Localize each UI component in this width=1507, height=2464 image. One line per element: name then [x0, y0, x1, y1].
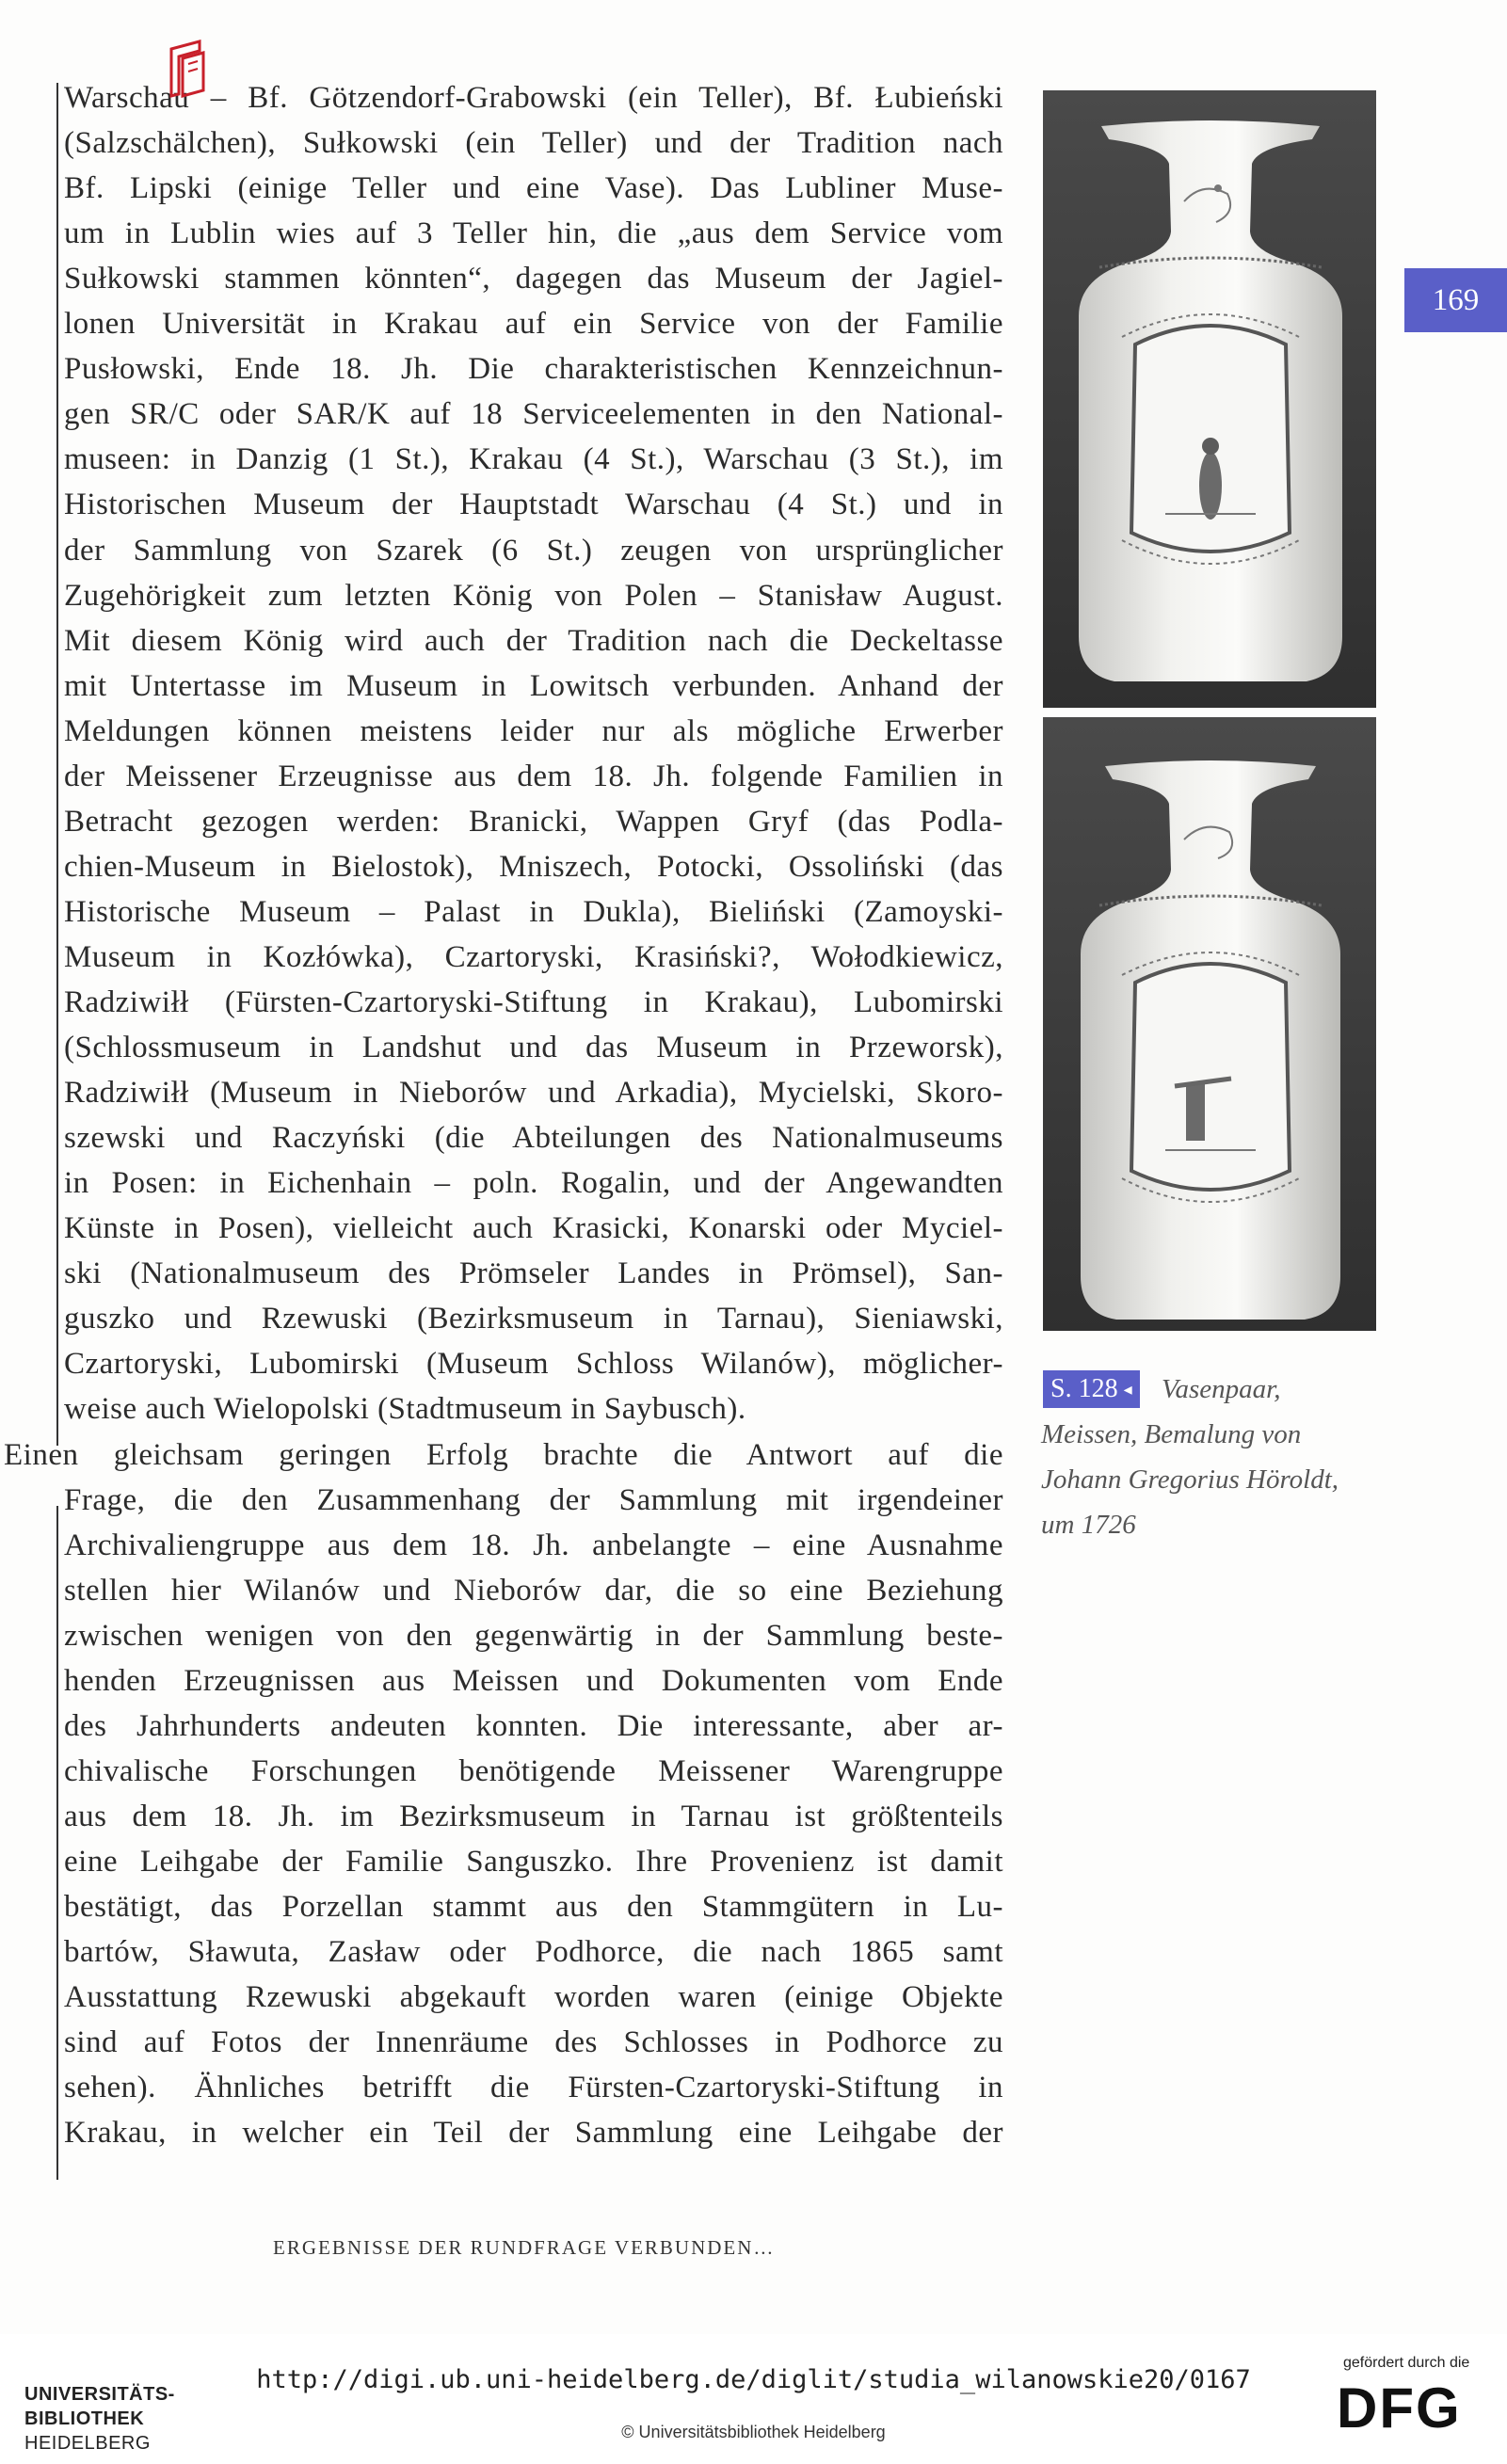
text-line: weise auch Wielopolski (Stadtmuseum in Saybusch). [64, 1392, 746, 1427]
vase-photo-top [1043, 90, 1376, 708]
library-name-line: UNIVERSITÄTS- [24, 2384, 175, 2405]
text-line: Ausstattung Rzewuski abgekauft worden waren (einige Objekte [64, 1980, 1003, 2015]
text-line: Historischen Museum der Hauptstadt Warschau (4 St.) und in [64, 488, 1003, 522]
text-line: stellen hier Wilanów und Nieborów dar, die so eine Beziehung [64, 1573, 1003, 1608]
library-logo-icon [158, 38, 215, 104]
permalink-url[interactable]: http://digi.ub.uni-heidelberg.de/diglit/studia_wilanowskie20/0167 [256, 2365, 1251, 2394]
text-line: gen SR/C oder SAR/K auf 18 Serviceelementen in den National- [64, 397, 1003, 432]
text-line: Radziwiłł (Museum in Nieborów und Arkadia), Mycielski, Skoro- [64, 1076, 1003, 1111]
text-line: Sułkowski stammen könnten“, dagegen das Museum der Jagiel- [64, 262, 1003, 296]
caption-line: Meissen, Bemalung von [1041, 1419, 1302, 1449]
margin-rule [56, 1506, 58, 2180]
text-line: zwischen wenigen von den gegenwärtig in der Sammlung beste- [64, 1618, 1003, 1653]
text-line: Krakau, in welcher ein Teil der Sammlung eine Leihgabe der [64, 2116, 1003, 2151]
vase-illustration [1043, 717, 1376, 1331]
page-number-tab: 169 [1404, 268, 1507, 332]
text-line: mit Untertasse im Museum in Lowitsch verbunden. Anhand der [64, 668, 1003, 703]
text-line: Archivaliengruppe aus dem 18. Jh. anbelangte – eine Ausnahme [64, 1528, 1003, 1562]
text-line: lonen Universität in Krakau auf ein Service von der Familie [64, 307, 1003, 342]
text-line: Künste in Posen), vielleicht auch Krasicki, Konarski oder Myciel- [64, 1211, 1003, 1246]
text-line: Mit diesem König wird auch der Tradition nach die Deckeltasse [64, 623, 1003, 658]
text-line: Frage, die den Zusammenhang der Sammlung mit irgendeiner [64, 1482, 1003, 1517]
text-line: der Meissener Erzeugnisse aus dem 18. Jh. folgende Familien in [64, 759, 1003, 793]
text-line: (Schlossmuseum in Landshut und das Museum in Przeworsk), [64, 1031, 1003, 1065]
copyright-notice: © Universitätsbibliothek Heidelberg [621, 2423, 886, 2441]
text-line: guszko und Rzewuski (Bezirksmuseum in Tarnau), Sieniawski, [64, 1302, 1003, 1336]
text-line: Zugehörigkeit zum letzten König von Polen – Stanisław August. [64, 578, 1003, 613]
text-line: sind auf Fotos der Innenräume des Schlosses in Podhorce zu [64, 2025, 1003, 2060]
text-line: Warschau – Bf. Götzendorf-Grabowski (ein Teller), Bf. Łubieński [64, 81, 1003, 115]
text-line: der Sammlung von Szarek (6 St.) zeugen von ursprünglicher [64, 533, 1003, 568]
figure-reference-badge [1043, 1370, 1140, 1408]
text-line: szewski und Raczyński (die Abteilungen des Nationalmuseums [64, 1121, 1003, 1156]
text-line: bestätigt, das Porzellan stammt aus den Stammgütern in Lu- [64, 1890, 1003, 1924]
text-line: chivalische Forschungen benötigende Meissener Warengruppe [64, 1753, 1003, 1788]
text-line: sehen). Ähnliches betrifft die Fürsten-Czartoryski-Stiftung in [64, 2071, 1003, 2105]
library-name-line: BIBLIOTHEK [24, 2408, 145, 2429]
text-line: Radziwiłł (Fürsten-Czartoryski-Stiftung in Krakau), Lubomirski [64, 985, 1003, 1019]
library-name-line: HEIDELBERG [24, 2433, 151, 2454]
dfg-logo: DFG [1337, 2376, 1462, 2440]
caption-line: um 1726 [1041, 1510, 1136, 1540]
text-line: aus dem 18. Jh. im Bezirksmuseum in Tarnau ist größtenteils [64, 1799, 1003, 1833]
text-line: bartów, Sławuta, Zasław oder Podhorce, die nach 1865 samt [64, 1935, 1003, 1970]
text-line: (Salzschälchen), Sułkowski (ein Teller) und der Tradition nach [64, 126, 1003, 161]
vase-photo-bottom [1043, 717, 1376, 1331]
text-line: Czartoryski, Lubomirski (Museum Schloss Wilanów), möglicher- [64, 1347, 1003, 1382]
text-line: eine Leihgabe der Familie Sanguszko. Ihre Provenienz ist damit [64, 1844, 1003, 1879]
text-line: Historische Museum – Palast in Dukla), Bieliński (Zamoyski- [64, 894, 1003, 929]
margin-rule [56, 83, 58, 1446]
text-line: des Jahrhunderts andeuten konnten. Die interessante, aber ar- [64, 1708, 1003, 1743]
text-line: chien-Museum in Bielostok), Mniszech, Potocki, Ossoliński (das [64, 849, 1003, 884]
running-footer: ERGEBNISSE DER RUNDFRAGE VERBUNDEN… [273, 2236, 776, 2259]
text-line: henden Erzeugnissen aus Meissen und Dokumenten vom Ende [64, 1663, 1003, 1698]
text-line: Einen gleichsam geringen Erfolg brachte die Antwort auf die [4, 1437, 1003, 1472]
pointer-left-icon: ◂ [1123, 1380, 1132, 1399]
text-line: in Posen: in Eichenhain – poln. Rogalin, und der Angewandten [64, 1166, 1003, 1201]
figure-reference: S. 128 [1050, 1374, 1118, 1403]
funder-note: gefördert durch die [1343, 2355, 1470, 2371]
text-line: um in Lublin wies auf 3 Teller hin, die „aus dem Service vom [64, 216, 1003, 251]
caption-line: Johann Gregorius Höroldt, [1041, 1464, 1339, 1495]
text-line: Meldungen können meistens leider nur als mögliche Erwerber [64, 713, 1003, 748]
text-line: museen: in Danzig (1 St.), Krakau (4 St.), Warschau (3 St.), im [64, 442, 1003, 477]
library-footer [0, 2334, 1507, 2464]
text-line: Bf. Lipski (einige Teller und eine Vase). Das Lubliner Muse- [64, 171, 1003, 206]
vase-illustration [1043, 90, 1376, 708]
text-line: Museum in Kozłówka), Czartoryski, Krasiński?, Wołodkiewicz, [64, 939, 1003, 974]
text-line: Betracht gezogen werden: Branicki, Wappen Gryf (das Podla- [64, 804, 1003, 839]
text-line: ski (Nationalmuseum des Prömseler Landes in Prömsel), San- [64, 1256, 1003, 1291]
caption-line: Vasenpaar, [1162, 1374, 1281, 1404]
text-line: Pusłowski, Ende 18. Jh. Die charakteristischen Kennzeichnun- [64, 352, 1003, 387]
